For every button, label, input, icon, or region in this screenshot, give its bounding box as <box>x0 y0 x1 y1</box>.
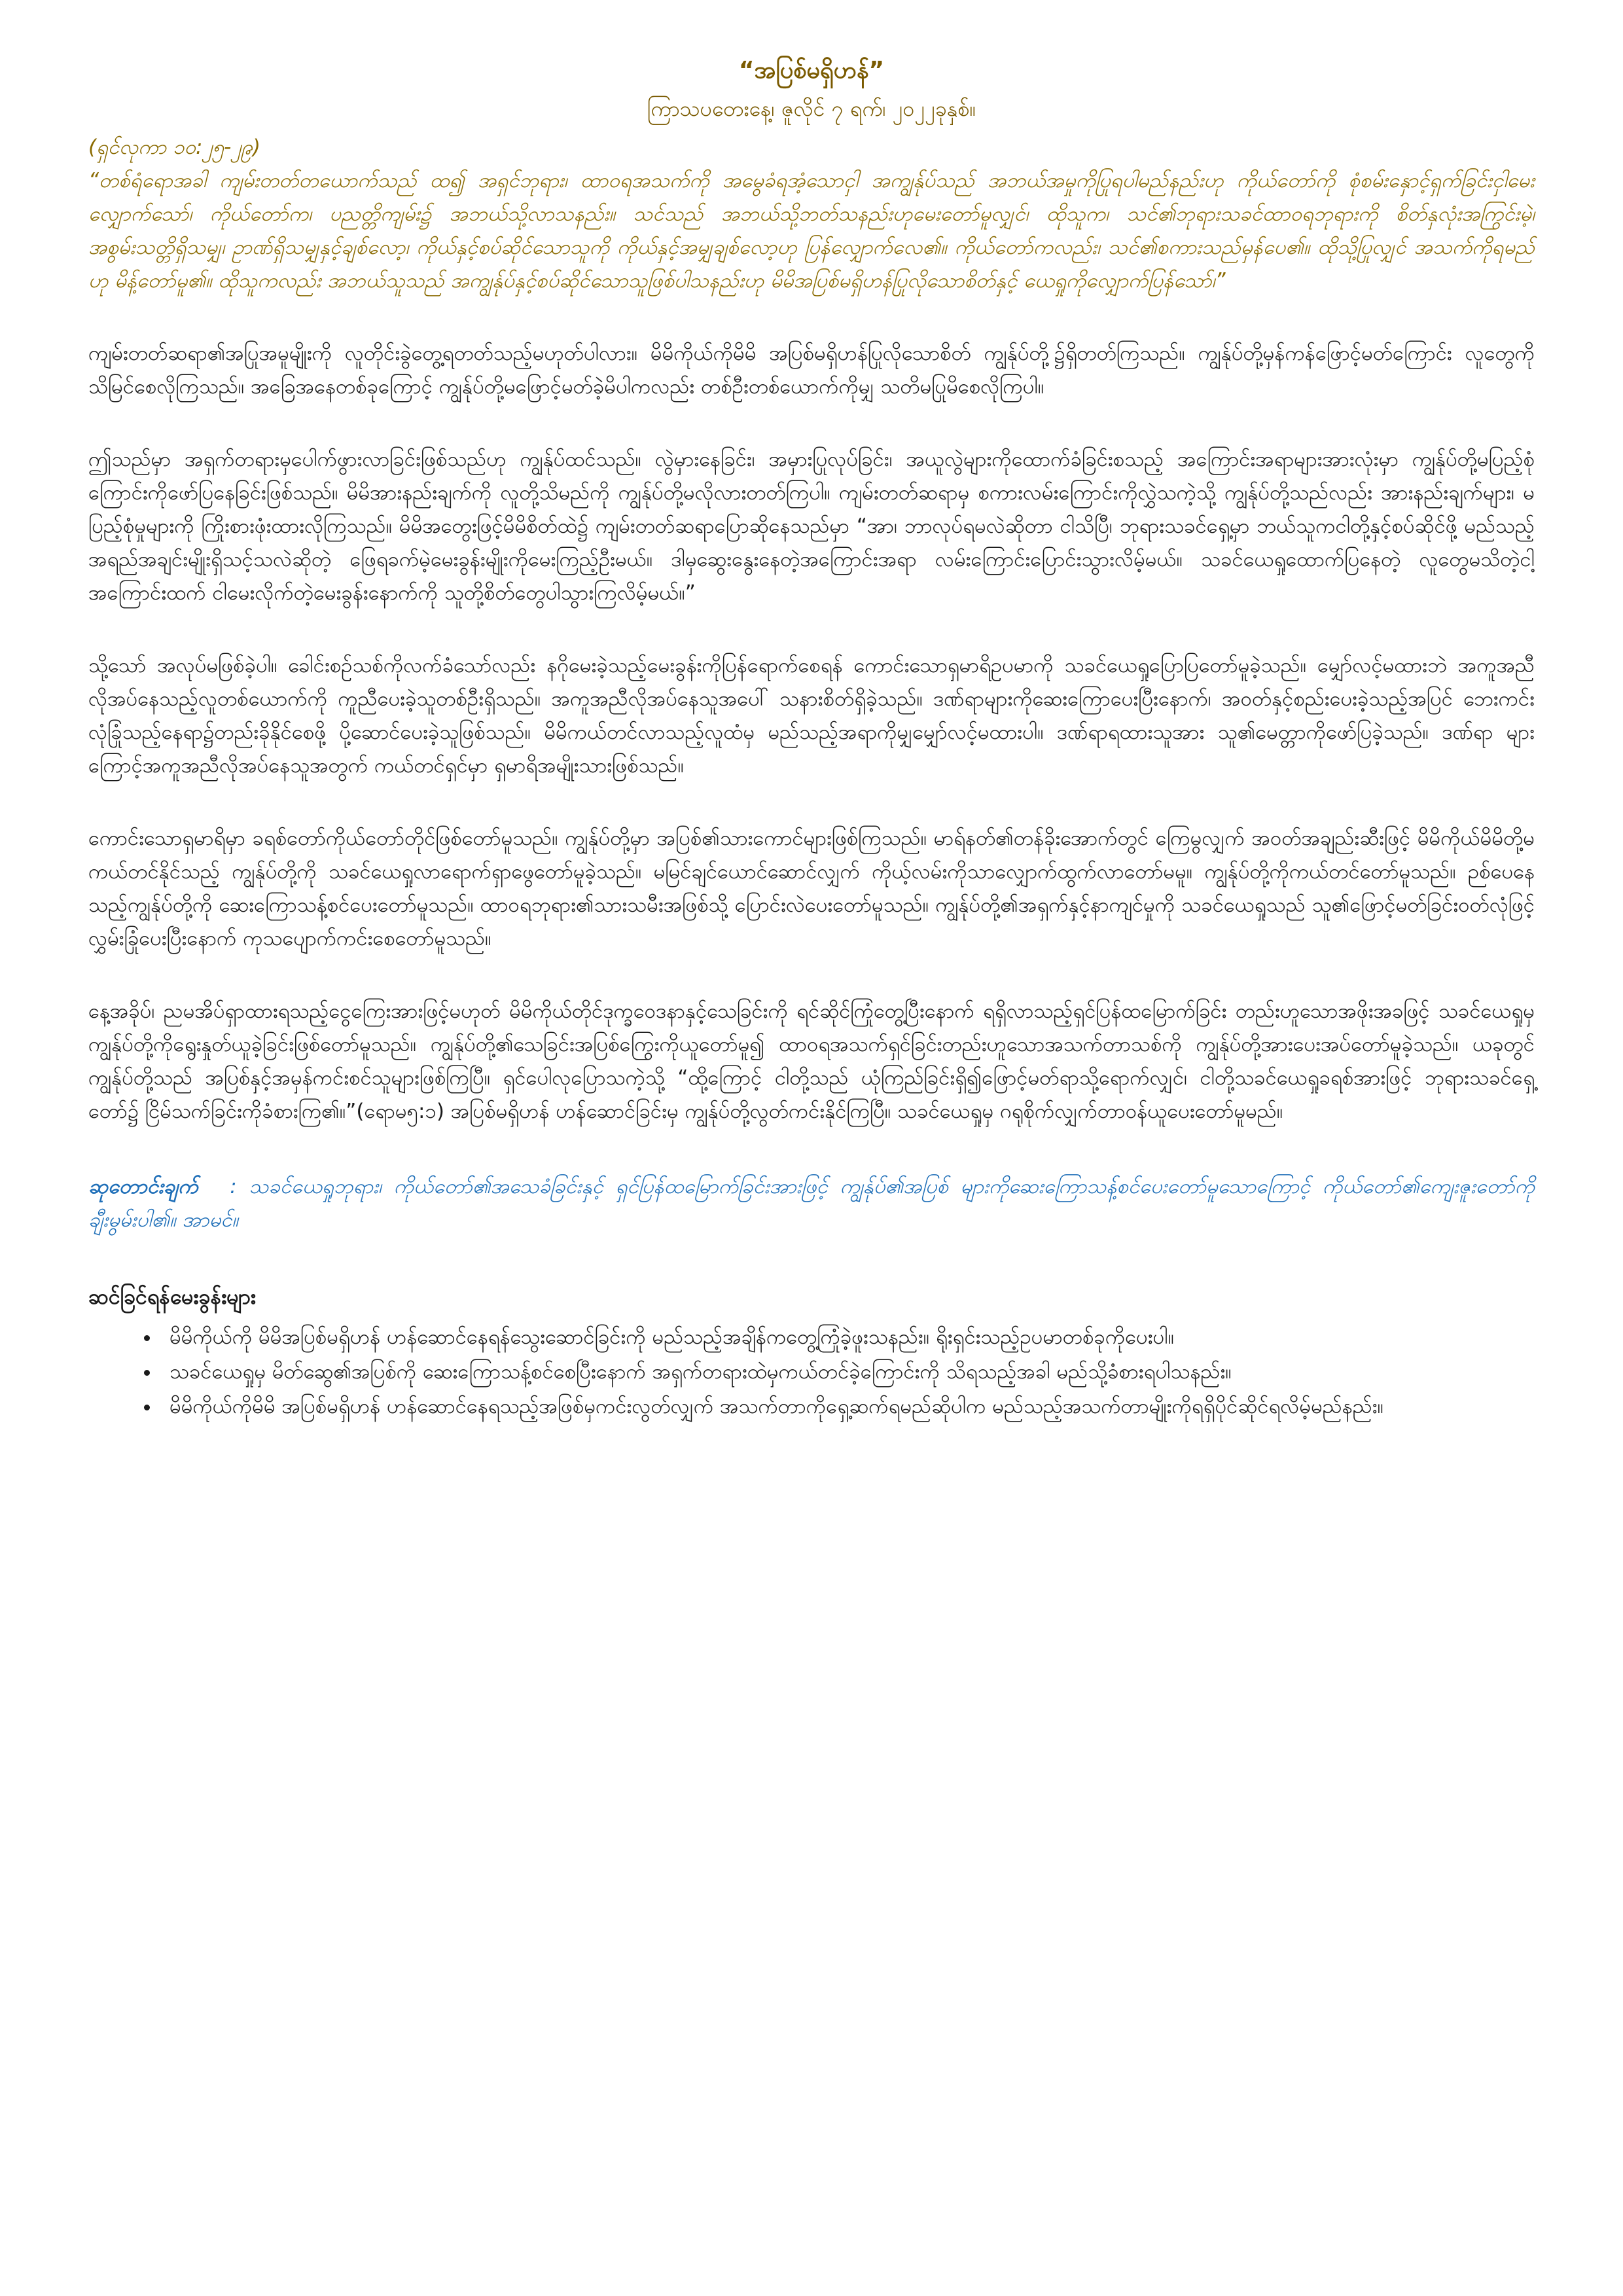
devotional-page <box>88 51 1535 1425</box>
paragraph: ကောင်းသောရှမာရိမှာ ခရစ်တော်ကိုယ်တော်တိုင်ဖြစ်တော်မူသည်။ ကျွန်ုပ်တို့မှာ အပြစ်၏သားကောင်များဖြစ်ကြသည်။ မာရ်နတ်၏တန်ခိုးအောက်တွင် ကြေမွလျှက် အဝတ်အချည်းဆီးဖြင့် မိမိကိုယ်မိမိတို့မကယ်တင်နိုင်သည့် ကျွန်ုပ်တို့ကို သခင်ယေရှုလာရောက်ရှာဖွေတော်မူခဲ့သည်။ မမြင်ချင်ယောင်ဆောင်လျှက် ကိုယ့်လမ်းကိုသာလျှောက်ထွက်လာတော်မမူ။ ကျွန်ုပ်တို့ကိုကယ်တင်တော်မူသည်။ ဉစ်ပေနေသည့်ကျွန်ုပ်တို့ကို ဆေးကြောသန့်စင်ပေးတော်မူသည်။ ထာဝရဘုရား၏သားသမီးအဖြစ်သို့ ပြောင်းလဲပေးတော်မူသည်။ ကျွန်ုပ်တို့၏အရှက်နှင့်နာကျင်မှုကို သခင်ယေရှုသည် သူ၏ဖြောင့်မတ်ခြင်းဝတ်လုံဖြင့် လွှမ်းခြုံပေးပြီးနောက် ကုသပျောက်ကင်းစေတော်မူသည်။ <box>88 827 1535 950</box>
prayer-block <box>88 1170 1535 1237</box>
page-title: “အပြစ်မရှိဟန်” <box>738 57 885 84</box>
scripture-reference: (ရှင်လုကာ ၁၀:၂၅-၂၉) <box>88 135 261 159</box>
questions-heading: ဆင်ခြင်ရန်မေးခွန်းများ <box>88 1284 256 1309</box>
scripture-text: “တစ်ရံရောအခါ ကျမ်းတတ်တယောက်သည် ထ၍ အရှင်ဘုရား၊ ထာဝရအသက်ကို အမွေခံရအံ့သောငှါ အကျွန်ုပ်သည် အဘယ်အမှုကိုပြုရပါမည်နည်းဟု ကိုယ်တော်ကို စုံစမ်းနှောင့်ရှက်ခြင်းငှါမေးလျှောက်သော်၊ ကိုယ်တော်က၊ ပညတ္တိကျမ်း၌ အဘယ်သို့လာသနည်း။ သင်သည် အဘယ်သို့ဘတ်သနည်းဟုမေးတော်မူလျှင်၊ ထိုသူက၊ သင်၏ဘုရားသခင်ထာဝရဘုရားကို စိတ်နှလုံးအကြွင်းမဲ့၊ အစွမ်းသတ္တိရှိသမျှ၊ ဥာဏ်ရှိသမျှနှင့်ချစ်လော့၊ ကိုယ်နှင့်စပ်ဆိုင်သောသူကို ကိုယ်နှင့်အမျှချစ်လော့ဟု ပြန်လျှောက်လေ၏။ ကိုယ်တော်ကလည်း၊ သင်၏စကားသည်မှန်ပေ၏။ ထိုသို့ပြုလျှင် အသက်ကိုရမည်ဟု မိန့်တော်မူ၏။ ထိုသူကလည်း အဘယ်သူသည် အကျွန်ုပ်နှင့်စပ်ဆိုင်သောသူဖြစ်ပါသနည်းဟု မိမိအပြစ်မရှိဟန်ပြုလိုသောစိတ်နှင့် ယေရှုကိုလျှောက်ပြန်သော်၊” <box>88 169 1535 293</box>
list-item: • မိမိကိုယ်ကိုမိမိ အပြစ်မရှိဟန် ဟန်ဆောင်နေရသည့်အဖြစ်မှကင်းလွတ်လျှက် အသက်တာကိုရှေ့ဆက်ရမည်ဆိုပါက မည်သည့်အသက်တာမျိုးကိုရရှိပိုင်ဆိုင်ရလိမ့်မည်နည်း။ <box>160 1390 1535 1424</box>
date-line: ကြာသပတေးနေ့၊ ဇူလိုင် ၇ ရက်၊ ၂၀၂၂ခုနှစ်။ <box>647 96 976 121</box>
list-item: • မိမိကိုယ်ကို မိမိအပြစ်မရှိဟန် ဟန်ဆောင်နေရန်သွေးဆောင်ခြင်းကို မည်သည့်အချိန်ကတွေ့ကြုံခဲ့ဖူးသနည်း။ ရိုးရှင်းသည့်ဥပမာတစ်ခုကိုပေးပါ။ <box>160 1321 1535 1354</box>
prayer-text: : သခင်ယေရှုဘုရား၊ ကိုယ်တော်၏အသေခံခြင်းနှင့် ရှင်ပြန်ထမြောက်ခြင်းအားဖြင့် ကျွန်ုပ်၏အပြစ် များကိုဆေးကြောသန့်စင်ပေးတော်မူသောကြောင့် ကိုယ်တော်၏ကျေးဇူးတော်ကိုချီးမွမ်းပါ၏။ အာမင်။ <box>88 1175 1535 1232</box>
paragraph: ဤသည်မှာ အရှက်တရားမှပေါက်ဖွားလာခြင်းဖြစ်သည်ဟု ကျွန်ုပ်ထင်သည်။ လွဲမှားနေခြင်း၊ အမှားပြုလုပ်ခြင်း၊ အယူလွဲများကိုထောက်ခံခြင်းစသည့် အကြောင်းအရာများအားလုံးမှာ ကျွန်ုပ်တို့မပြည့်စုံကြောင်းကိုဖော်ပြနေခြင်းဖြစ်သည်။ မိမိအားနည်းချက်ကို လူတို့သိမည်ကို ကျွန်ုပ်တို့မလိုလားတတ်ကြပါ။ ကျမ်းတတ်ဆရာမှ စကားလမ်းကြောင်းကိုလွှဲသကဲ့သို့ ကျွန်ုပ်တို့သည်လည်း အားနည်းချက်များ၊ မပြည့်စုံမှုများကို ကြိုးစားဖုံးထားလိုကြသည်။ မိမိအတွေးဖြင့်မိမိစိတ်ထဲ၌ ကျမ်းတတ်ဆရာပြောဆိုနေသည်မှာ “အာ၊ ဘာလုပ်ရမလဲဆိုတာ ငါသိပြီ၊ ဘုရားသခင်ရှေ့မှာ ဘယ်သူကငါတို့နှင့်စပ်ဆိုင်ဖို့ မည်သည့်အရည်အချင်းမျိုးရှိသင့်သလဲဆိုတဲ့ ဖြေရခက်မဲ့မေးခွန်းမျိုးကိုမေးကြည့်ဦးမယ်။ ဒါမှဆွေးနွေးနေတဲ့အကြောင်းအရာ လမ်းကြောင်းပြောင်းသွားလိမ့်မယ်။ သခင်ယေရှုထောက်ပြနေတဲ့ လူတွေမသိတဲ့ငါ့အကြောင်းထက် ငါမေးလိုက်တဲ့မေးခွန်းနောက်ကို သူတို့စိတ်တွေပါသွားကြလိမ့်မယ်။” <box>88 448 1535 605</box>
prayer-label: ဆုတောင်းချက် <box>88 1175 198 1198</box>
paragraph: နေ့အခိုပ်၊ ညမအိပ်ရှာထားရသည့်ငွေကြေးအားဖြင့်မဟုတ် မိမိကိုယ်တိုင်ဒုက္ခဝေဒနာနှင့်သေခြင်းကို ရင်ဆိုင်ကြုံတွေ့ပြီးနောက် ရရှိလာသည့်ရှင်ပြန်ထမြောက်ခြင်း တည်းဟူသောအဖိုးအခဖြင့် သခင်ယေရှုမှ ကျွန်ုပ်တို့ကိုရွေးနှုတ်ယူခဲ့ခြင်းဖြစ်တော်မူသည်။ ကျွန်ုပ်တို့၏သေခြင်းအပြစ်ကြွေးကိုယူတော်မူ၍ ထာဝရအသက်ရှင်ခြင်းတည်းဟူသောအသက်တာသစ်ကို ကျွန်ုပ်တို့အားပေးအပ်တော်မူခဲ့သည်။ ယခုတွင် ကျွန်ုပ်တို့သည် အပြစ်နှင့်အမှန်ကင်းစင်သူများဖြစ်ကြပြီ။ ရှင်ပေါလုပြောသကဲ့သို့ “ထို့ကြောင့် ငါတို့သည် ယုံကြည်ခြင်းရှိ၍ဖြောင့်မတ်ရာသို့ရောက်လျှင်၊ ငါတို့သခင်ယေရှုခရစ်အားဖြင့် ဘုရားသခင်ရှေ့တော်၌ ငြိမ်သက်ခြင်းကိုခံစားကြ၏။”(ရောမ၅:၁) အပြစ်မရှိဟန် ဟန်ဆောင်ခြင်းမှ ကျွန်ုပ်တို့လွတ်ကင်းနိုင်ကြပြီ။ သခင်ယေရှုမှ ဂရုစိုက်လျှက်တာဝန်ယူပေးတော်မူမည်။ <box>88 999 1535 1123</box>
questions-list <box>88 1321 1535 1424</box>
paragraph: ကျမ်းတတ်ဆရာ၏အပြုအမူမျိုးကို လူတိုင်းခွဲတွေ့ရတတ်သည့်မဟုတ်ပါလား။ မိမိကိုယ်ကိုမိမိ အပြစ်မရှိဟန်ပြုလိုသောစိတ် ကျွန်ုပ်တို့၌ရှိတတ်ကြသည်။ ကျွန်ုပ်တို့မှန်ကန်ဖြောင့်မတ်ကြောင်း လူတွေကိုသိမြင်စေလိုကြသည်။ အခြေအနေတစ်ခုကြောင့် ကျွန်ုပ်တို့မဖြောင့်မတ်ခဲ့မိပါကလည်း တစ်ဦးတစ်ယောက်ကိုမျှ သတိမပြုမိစေလိုကြပါ။ <box>88 342 1535 399</box>
scripture-block <box>88 131 1535 298</box>
paragraph: သို့သော် အလုပ်မဖြစ်ခဲ့ပါ။ ခေါင်းစဉ်သစ်ကိုလက်ခံသော်လည်း နဂိုမေးခဲ့သည့်မေးခွန်းကိုပြန်ရောက်စေရန် ကောင်းသောရှမာရိဥပမာကို သခင်ယေရှုပြောပြတော်မူခဲ့သည်။ မျှော်လင့်မထားဘဲ အကူအညီလိုအပ်နေသည့်လူတစ်ယောက်ကို ကူညီပေးခဲ့သူတစ်ဦးရှိသည်။ အကူအညီလိုအပ်နေသူအပေါ် သနားစိတ်ရှိခဲ့သည်။ ဒဏ်ရာများကိုဆေးကြောပေးပြီးနောက်၊ အဝတ်နှင့်စည်းပေးခဲ့သည့်အပြင် ဘေးကင်းလုံခြုံသည့်နေရာ၌တည်းခိုနိုင်စေဖို့ ပို့ဆောင်ပေးခဲ့သူဖြစ်သည်။ မိမိကယ်တင်လာသည့်လူထံမှ မည်သည့်အရာကိုမျှမျှော်လင့်မထားပါ။ ဒဏ်ရာရထားသူအား သူ၏မေတ္တာကိုဖော်ပြခဲ့သည်။ ဒဏ်ရာ များကြောင့်အကူအညီလိုအပ်နေသူအတွက် ကယ်တင်ရှင်မှာ ရှမာရိအမျိုးသားဖြစ်သည်။ <box>88 654 1535 778</box>
list-item: • သခင်ယေရှုမှ မိတ်ဆွေ၏အပြစ်ကို ဆေးကြောသန့်စင်စေပြီးနောက် အရှက်တရားထဲမှကယ်တင်ခဲ့ကြောင်းကို သိရသည့်အခါ မည်သို့ခံစားရပါသနည်း။ <box>160 1355 1535 1389</box>
